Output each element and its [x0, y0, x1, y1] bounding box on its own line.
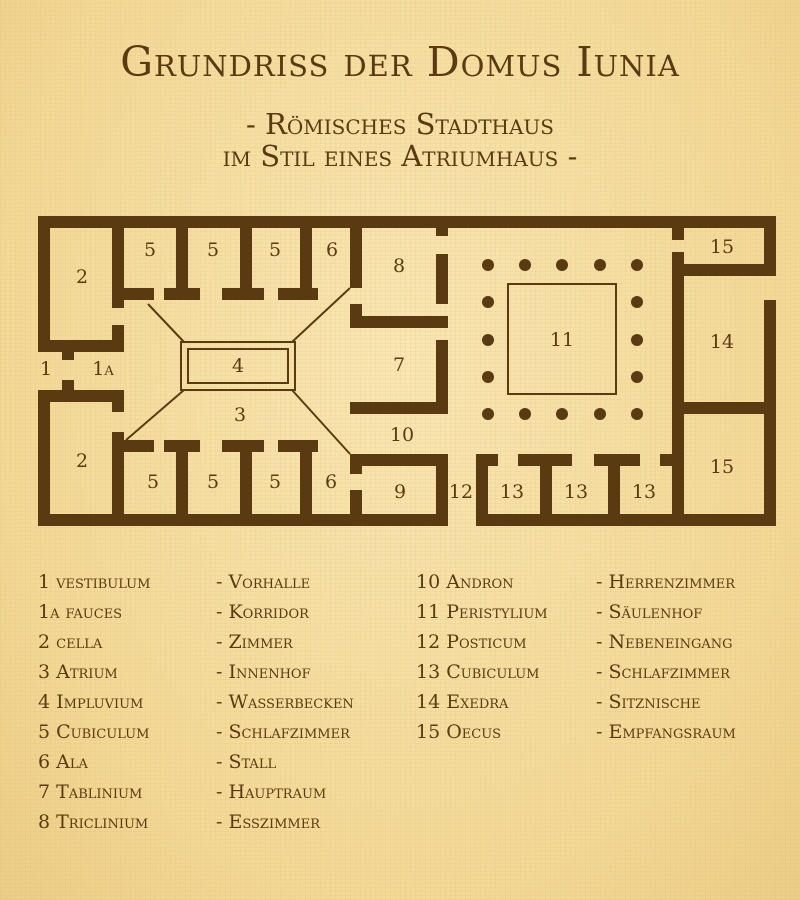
room-label-12: 12 — [448, 481, 474, 503]
peristyle-column — [631, 334, 643, 346]
legend-meaning: - Sitznische — [596, 691, 701, 713]
room-label-3: 3 — [233, 404, 247, 426]
peristyle-column — [482, 259, 494, 271]
legend-term: 5 Cubiculum — [38, 721, 150, 743]
peristyle-column — [482, 334, 494, 346]
wall-cub-top-1c — [164, 288, 200, 300]
legend-term: 3 Atrium — [38, 661, 118, 683]
legend-meaning: - Empfangsraum — [596, 721, 736, 743]
peristyle-column — [482, 408, 494, 420]
legend-term: 7 Tablinium — [38, 781, 143, 803]
room-label-1a: 1a — [92, 358, 114, 380]
peristyle-column — [556, 408, 568, 420]
wall-cella-bottom-return — [112, 396, 124, 412]
legend-terms-col-2 — [416, 567, 548, 747]
legend-term: 10 Andron — [416, 571, 514, 593]
wall-oecus-top-left — [672, 216, 684, 240]
legend-term: 8 Triclinium — [38, 811, 149, 833]
wall-exedra-bottom — [672, 402, 776, 414]
legend-term: 14 Exedra — [416, 691, 509, 713]
peristyle-column — [594, 259, 606, 271]
peristyle-column — [631, 371, 643, 383]
wall-peri-cub-div-1 — [540, 454, 552, 526]
wall-vestibulum-bottom — [38, 390, 124, 402]
room-label-9: 9 — [393, 481, 407, 503]
legend-terms-col-1 — [38, 567, 150, 837]
wall-cub-bot-1c — [164, 440, 200, 452]
legend-meaning: - Zimmer — [216, 631, 293, 653]
wall-cub-top-1a — [112, 288, 154, 300]
wall-cub-bot-2c — [222, 440, 264, 452]
room-label-2-top: 2 — [75, 266, 89, 288]
wall-divider-top — [436, 216, 448, 236]
legend-meaning: - Wasserbecken — [216, 691, 354, 713]
legend-term: 15 Oecus — [416, 721, 502, 743]
wall-cub-bot-2b — [240, 440, 252, 526]
room-label-8: 8 — [392, 255, 406, 277]
legend-meaning: - Hauptraum — [216, 781, 327, 803]
wall-tablinum-bottom — [350, 402, 448, 414]
room-label-5-top-1: 5 — [143, 239, 157, 261]
room-label-5-bottom-1: 5 — [146, 471, 160, 493]
room-label-13-3: 13 — [631, 481, 657, 503]
legend-meaning: - Stall — [216, 751, 277, 773]
legend-meaning: - Schlafzimmer — [216, 721, 350, 743]
legend-term: 2 cella — [38, 631, 103, 653]
wall-peri-cub-top-a — [476, 454, 498, 466]
room-label-4: 4 — [231, 355, 245, 377]
peristyle-column — [631, 259, 643, 271]
legend-meaning: - Schlafzimmer — [596, 661, 730, 683]
room-label-13-1: 13 — [499, 481, 525, 503]
wall-divider-mid — [436, 254, 448, 304]
wall-vestibulum-top — [38, 340, 124, 352]
legend-term: 12 Posticum — [416, 631, 527, 653]
wall-exedra-left — [672, 276, 684, 406]
legend-term: 1 vestibulum — [38, 571, 151, 593]
wall-peri-cub-right — [672, 414, 684, 526]
wall-cella-top-return — [112, 325, 124, 346]
wall-cub-top-3b — [300, 216, 312, 300]
wall-oecus-top-side — [672, 252, 684, 276]
wall-divider-bottom — [436, 454, 448, 526]
peristyle-column — [482, 371, 494, 383]
wall-divider-low — [436, 340, 448, 414]
room-label-13-2: 13 — [563, 481, 589, 503]
wall-cub-bot-3c — [278, 440, 318, 452]
room-label-5-bottom-2: 5 — [206, 471, 220, 493]
legend-meaning: - Innenhof — [216, 661, 311, 683]
wall-oecus-top-bottom — [672, 264, 776, 276]
atrium-line-tl — [148, 304, 184, 342]
wall-ala-top — [350, 216, 362, 288]
room-label-14: 14 — [709, 331, 735, 353]
room-label-2-bottom: 2 — [75, 450, 89, 472]
wall-cub-top-2b — [240, 216, 252, 300]
wall-ala-bottom-low — [350, 490, 362, 526]
wall-cub-bot-1b — [176, 440, 188, 526]
peristyle-column — [631, 408, 643, 420]
wall-cub-bot-1a — [112, 440, 154, 452]
wall-left-upper — [38, 216, 50, 346]
legend-meaning: - Korridor — [216, 601, 309, 623]
room-label-1: 1 — [39, 358, 53, 380]
peristyle-column — [482, 296, 494, 308]
legend-meanings-col-1 — [216, 567, 354, 837]
room-label-5-top-2: 5 — [206, 239, 220, 261]
room-label-15-bottom: 15 — [709, 456, 735, 478]
legend-meaning: - Vorhalle — [216, 571, 311, 593]
wall-andron-bottom — [350, 454, 448, 466]
page-title: Grundriss der Domus Iunia — [120, 38, 680, 86]
peristyle-column — [594, 408, 606, 420]
room-label-6-bottom: 6 — [324, 471, 338, 493]
room-label-5-bottom-3: 5 — [268, 471, 282, 493]
wall-triclinium-bottom — [350, 316, 448, 328]
wall-cub-bot-3b — [300, 440, 312, 526]
wall-top — [38, 216, 776, 228]
wall-fauces-door-bottom — [62, 380, 74, 396]
wall-fauces-door-top — [62, 346, 74, 360]
legend-term: 11 Peristylium — [416, 601, 548, 623]
legend-meaning: - Nebeneingang — [596, 631, 733, 653]
wall-cub-top-3c — [278, 288, 318, 300]
atrium-lines — [126, 284, 616, 454]
legend-meaning: - Herrenzimmer — [596, 571, 736, 593]
peristyle-column — [519, 408, 531, 420]
legend-term: 13 Cubiculum — [416, 661, 540, 683]
wall-cub-top-2c — [222, 288, 264, 300]
room-label-10: 10 — [389, 424, 415, 446]
atrium-line-bl — [126, 390, 184, 440]
room-label-7: 7 — [392, 354, 406, 376]
subtitle-line-2: im Stil eines Atriumhaus - — [222, 139, 578, 173]
legend-term: 1a fauces — [38, 601, 123, 623]
legend-meaning: - Esszimmer — [216, 811, 320, 833]
peristyle-column — [556, 259, 568, 271]
peristyle-column — [631, 296, 643, 308]
wall-bottom-right — [476, 514, 776, 526]
room-label-6-top: 6 — [325, 239, 339, 261]
wall-left-lower — [38, 392, 50, 526]
wall-peri-cub-div-2 — [608, 454, 620, 526]
legend-meanings-col-2 — [596, 567, 736, 747]
peristyle-column — [519, 259, 531, 271]
room-label-15-top: 15 — [709, 236, 735, 258]
room-label-5-top-3: 5 — [268, 239, 282, 261]
legend-term: 4 Impluvium — [38, 691, 144, 713]
subtitle-line-1: - Römisches Stadthaus — [246, 107, 554, 141]
legend-meaning: - Säulenhof — [596, 601, 703, 623]
legend-term: 6 Ala — [38, 751, 88, 773]
room-label-11: 11 — [549, 329, 575, 351]
wall-cub-top-1b — [176, 216, 188, 300]
